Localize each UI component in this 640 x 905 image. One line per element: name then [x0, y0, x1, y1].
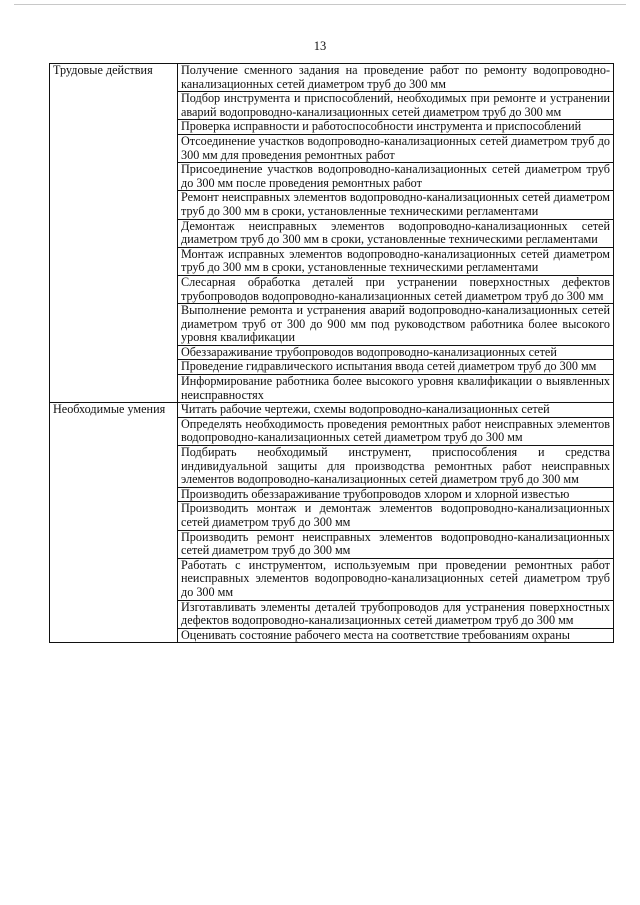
- item-description: Ремонт неисправных элементов водопроводно-канализационных сетей диаметром труб до 300 мм в сроки, установленные техническими регламентами: [178, 191, 614, 219]
- item-description: Подбор инструмента и приспособлений, необходимых при ремонте и устранении аварий водопроводно-канализационных сетей диаметром труб до 300 мм: [178, 92, 614, 120]
- item-description: Проверка исправности и работоспособности инструмента и приспособлений: [178, 120, 614, 135]
- item-description: Изготавливать элементы деталей трубопроводов для устранения поверхностных дефектов водопроводно-канализационных сетей диаметром труб до 300 мм: [178, 600, 614, 628]
- item-description: Получение сменного задания на проведение работ по ремонту водопроводно-канализационных сетей диаметром труб до 300 мм: [178, 64, 614, 92]
- page-number: 13: [313, 39, 327, 53]
- item-description: Производить обеззараживание трубопроводов хлором и хлорной известью: [178, 487, 614, 502]
- item-description: Работать с инструментом, используемым при проведении ремонтных работ неисправных элементов водопроводно-канализационных сетей диаметром труб до 300 мм: [178, 558, 614, 600]
- item-description: Монтаж исправных элементов водопроводно-канализационных сетей диаметром труб до 300 мм в сроки, установленные техническими регламентами: [178, 247, 614, 275]
- item-description: Оценивать состояние рабочего места на соответствие требованиям охраны: [178, 628, 614, 643]
- item-description: Демонтаж неисправных элементов водопроводно-канализационных сетей диаметром труб до 300 мм в сроки, установленные техническими регламентами: [178, 219, 614, 247]
- top-page-edge-line: [14, 4, 626, 5]
- item-description: Выполнение ремонта и устранения аварий водопроводно-канализационных сетей диаметром труб от 300 до 900 мм под руководством работника более высокого уровня квалификации: [178, 304, 614, 346]
- table-row: [50, 403, 614, 418]
- item-description: Производить ремонт неисправных элементов водопроводно-канализационных сетей диаметром труб до 300 мм: [178, 530, 614, 558]
- item-description: Производить монтаж и демонтаж элементов водопроводно-канализационных сетей диаметром труб до 300 мм: [178, 502, 614, 530]
- item-description: Обеззараживание трубопроводов водопроводно-канализационных сетей: [178, 345, 614, 360]
- item-description: Отсоединение участков водопроводно-канализационных сетей диаметром труб до 300 мм для проведения ремонтных работ: [178, 134, 614, 162]
- table-row: [50, 64, 614, 92]
- item-description: Информирование работника более высокого уровня квалификации о выявленных неисправностях: [178, 375, 614, 403]
- item-description: Присоединение участков водопроводно-канализационных сетей диаметром труб до 300 мм после проведения ремонтных работ: [178, 163, 614, 191]
- item-description: Читать рабочие чертежи, схемы водопроводно-канализационных сетей: [178, 403, 614, 418]
- item-description: Слесарная обработка деталей при устранении поверхностных дефектов трубопроводов водопроводно-канализационных сетей диаметром труб до 300 мм: [178, 275, 614, 303]
- section-label: Трудовые действия: [50, 64, 178, 403]
- item-description: Проведение гидравлического испытания ввода сетей диаметром труб до 300 мм: [178, 360, 614, 375]
- qualification-table: [49, 63, 614, 643]
- item-description: Определять необходимость проведения ремонтных работ неисправных элементов водопроводно-канализационных сетей диаметром труб до 300 мм: [178, 417, 614, 445]
- section-label: Необходимые умения: [50, 403, 178, 643]
- item-description: Подбирать необходимый инструмент, приспособления и средства индивидуальной защиты для производства ремонтных работ неисправных элементов водопроводно-канализационных сетей диаметром труб до 300 мм: [178, 446, 614, 488]
